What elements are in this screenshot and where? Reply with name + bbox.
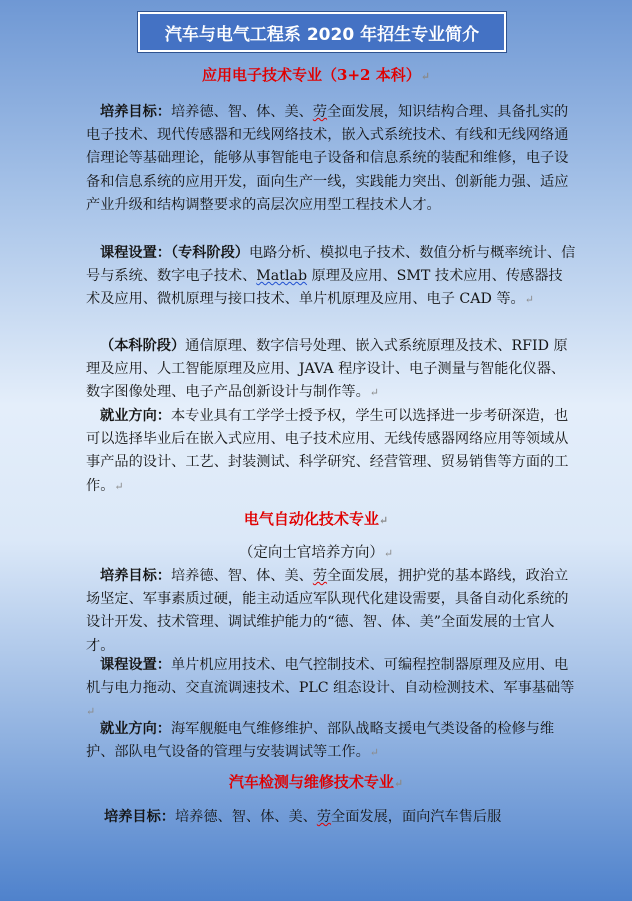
page-title	[138, 12, 506, 52]
goal-label: 培养目标：	[100, 104, 171, 120]
goal-text-b: 全面发展，知识结构合理、具备扎实的电子技术、现代传感器和无线网络技术，嵌入式系统技术、有线和无线网络通信理论等基础理论，能够从事智能电子设备和信息系统的装配和维修，电子设备和信息系统的应用开发，面向生产一线，实践能力突出、创新能力强、适应产业升级和结构调整要求的高层次应用型工程技术人才。	[86, 104, 569, 213]
goal-text-b: 全面发展，面向汽车售后服	[331, 809, 502, 825]
goal-text-a: 培养德、智、体、美、	[170, 104, 313, 120]
s1-course-paragraph	[86, 242, 576, 312]
section-heading-text: 应用电子技术专业（3+2 本科）	[202, 66, 421, 84]
paragraph-mark: ↵	[369, 746, 379, 760]
s2-goal-paragraph	[86, 565, 576, 658]
paragraph-mark: ↵	[86, 705, 96, 719]
course-text: 单片机应用技术、电气控制技术、可编程控制器原理及应用、电机与电力拖动、交直流调速技术、PLC 组态设计、自动检测技术、军事基础等	[86, 657, 575, 697]
s1-undergrad-paragraph	[86, 335, 576, 405]
paragraph-mark: ↵	[524, 293, 534, 307]
undergrad-text: 通信原理、数字信号处理、嵌入式系统原理及技术、RFID 原理及应用、人工智能原理及应用、JAVA 程序设计、电子测量与智能化仪器、数字图像处理、电子产品创新设计与制作等。	[86, 338, 568, 401]
goal-label: 培养目标：	[104, 809, 175, 825]
paragraph-mark: ↵	[393, 777, 404, 790]
section-subheading	[0, 541, 632, 562]
paragraph-mark: ↵	[114, 479, 124, 493]
job-text: 本专业具有工学学士授予权，学生可以选择进一步考研深造，也可以选择毕业后在嵌入式应用、电子技术应用、无线传感器网络应用等领域从事产品的设计、工艺、封装测试、科学研究、经营管理、贸易销售等方面的工作。	[86, 408, 569, 494]
undergrad-label: （本科阶段）	[100, 338, 186, 354]
goal-text-wavy: 劳	[312, 568, 328, 584]
s3-goal-paragraph	[90, 806, 590, 829]
course-text-a: 电路分析、模拟电子技术、数值分析与概率统计、信号与系统、数字电子技术、	[86, 245, 576, 285]
goal-text-wavy: 劳	[312, 104, 328, 120]
s1-goal-paragraph	[86, 101, 576, 217]
s1-job-paragraph	[86, 405, 576, 498]
section-heading-applied-electronics	[0, 64, 632, 85]
course-text-b: 原理及应用、SMT 技术应用、传感器技术及应用、微机原理与接口技术、单片机原理及应用、电子 CAD 等。	[86, 268, 563, 308]
s2-job-paragraph	[86, 718, 576, 764]
goal-text-b: 全面发展，拥护党的基本路线，政治立场坚定、军事素质过硬，能主动适应军队现代化建设需要，具备自动化系统的设计开发、技术管理、调试维护能力的“德、智、体、美”全面发展的士官人才。	[86, 568, 569, 654]
section-heading-text: 电气自动化技术专业	[243, 510, 379, 528]
paragraph-mark: ↵	[383, 547, 394, 560]
goal-text-a: 培养德、智、体、美、	[170, 568, 313, 584]
section-heading-text: 汽车检测与维修技术专业	[228, 773, 394, 791]
goal-text-a: 培养德、智、体、美、	[174, 809, 317, 825]
job-label: 就业方向：	[100, 721, 171, 737]
goal-label: 培养目标：	[100, 568, 171, 584]
section-heading-electrical-automation	[0, 508, 632, 529]
paragraph-mark: ↵	[378, 514, 389, 527]
goal-text-wavy: 劳	[316, 809, 332, 825]
subheading-text: （定向士官培养方向）	[238, 545, 384, 561]
section-heading-auto-maintenance	[0, 771, 632, 792]
course-text-wavy: Matlab	[256, 268, 308, 285]
page-title-text: 汽车与电气工程系 2020 年招生专业简介	[164, 24, 480, 45]
paragraph-mark: ↵	[420, 70, 430, 83]
course-label: 课程设置：	[100, 657, 171, 673]
job-label: 就业方向：	[100, 408, 171, 424]
job-text: 海军舰艇电气维修维护、部队战略支援电气类设备的检修与维护、部队电气设备的管理与安装调试等工作。	[86, 721, 555, 761]
course-label: 课程设置：（专科阶段）	[100, 245, 249, 261]
paragraph-mark: ↵	[369, 386, 379, 400]
s2-course-paragraph	[86, 654, 576, 724]
